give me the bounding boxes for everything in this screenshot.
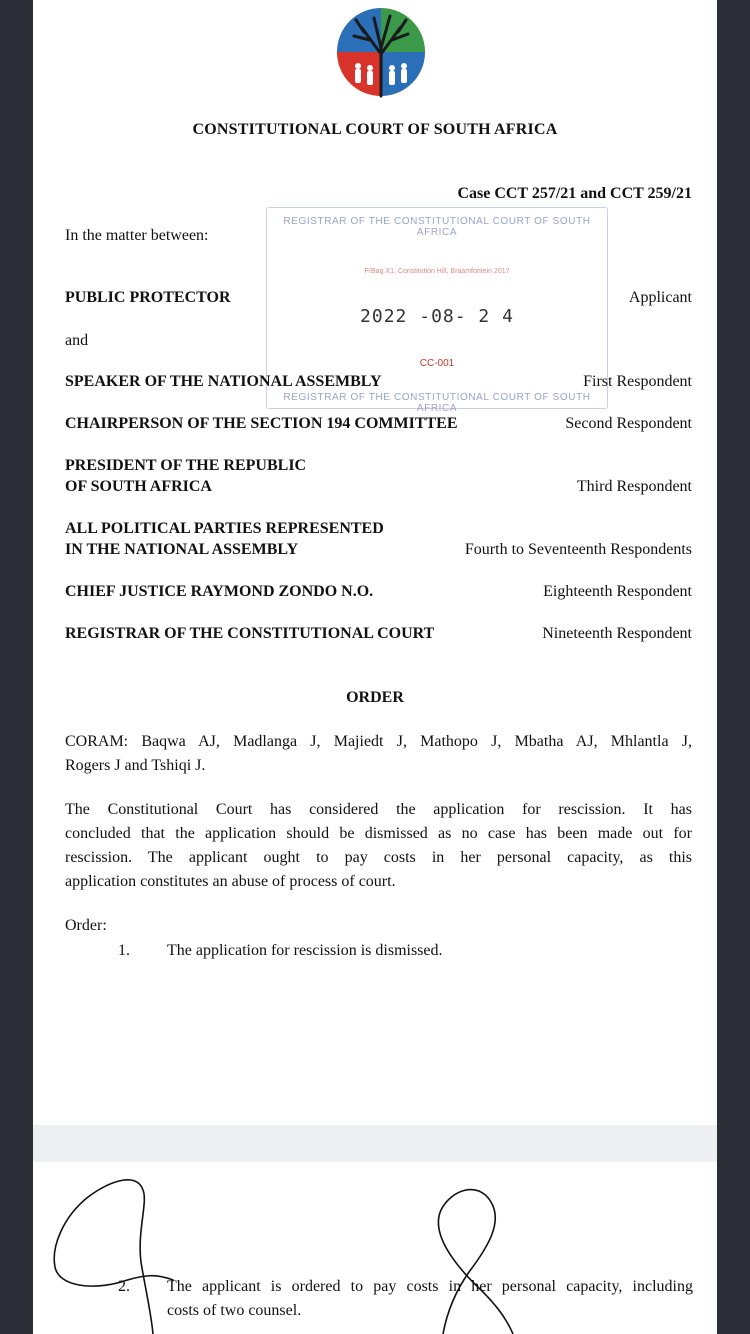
and-text: and bbox=[65, 332, 89, 349]
matter-between-label: In the matter between: bbox=[65, 227, 209, 244]
coram-line-2: Rogers J and Tshiqi J. bbox=[65, 757, 206, 774]
order-label: Order: bbox=[65, 917, 107, 934]
judgment-para-line-4: application constitutes an abuse of process of court. bbox=[65, 873, 396, 890]
respondent-5-name: CHIEF JUSTICE RAYMOND ZONDO N.O. bbox=[65, 583, 374, 600]
court-name: CONSTITUTIONAL COURT OF SOUTH AFRICA bbox=[192, 121, 558, 138]
case-number: Case CCT 257/21 and CCT 259/21 bbox=[457, 185, 692, 202]
page-separator bbox=[33, 1125, 717, 1162]
stamp-registrar-bottom: REGISTRAR OF THE CONSTITUTIONAL COURT OF SOUTH AFRICA bbox=[283, 392, 591, 414]
order-item-1-number: 1. bbox=[118, 942, 130, 959]
court-logo bbox=[334, 4, 428, 100]
respondent-3-name-line1: PRESIDENT OF THE REPUBLIC bbox=[65, 457, 307, 474]
stamp-code: CC-001 bbox=[419, 358, 455, 369]
respondent-3-role: Third Respondent bbox=[576, 478, 692, 495]
document-page-2 bbox=[33, 1162, 717, 1334]
respondent-2-name: CHAIRPERSON OF THE SECTION 194 COMMITTEE bbox=[65, 415, 458, 432]
order-item-2-text-line1: The applicant is ordered to pay costs in her personal capacity, including bbox=[167, 1278, 693, 1295]
respondent-2-role: Second Respondent bbox=[565, 415, 692, 432]
order-item-2-number: 2. bbox=[118, 1278, 130, 1295]
respondent-4-role: Fourth to Seventeenth Respondents bbox=[464, 541, 692, 558]
document-page-1 bbox=[33, 0, 717, 1125]
judgment-para-line-3: rescission. The applicant ought to pay costs in her personal capacity, as this bbox=[65, 849, 692, 866]
judgment-para-line-1: The Constitutional Court has considered the application for rescission. It has bbox=[65, 801, 692, 818]
applicant-role: Applicant bbox=[628, 289, 692, 306]
stamp-date: 2022 -08- 2 4 bbox=[360, 306, 514, 327]
respondent-3-name-line2: OF SOUTH AFRICA bbox=[65, 478, 212, 495]
judgment-para-line-2: concluded that the application should be dismissed as no case has been made out for bbox=[65, 825, 692, 842]
respondent-1-role: First Respondent bbox=[583, 373, 692, 390]
respondent-5-role: Eighteenth Respondent bbox=[543, 583, 692, 600]
signature-right bbox=[373, 1162, 563, 1334]
stamp-address: P/Bag X1, Constitution Hill, Braamfontein 2017 bbox=[364, 268, 510, 275]
respondent-4-name-line2: IN THE NATIONAL ASSEMBLY bbox=[65, 541, 299, 558]
respondent-6-role: Nineteenth Respondent bbox=[542, 625, 692, 642]
order-item-1-text: The application for rescission is dismissed. bbox=[167, 942, 443, 959]
respondent-6-name: REGISTRAR OF THE CONSTITUTIONAL COURT bbox=[65, 625, 435, 642]
stamp-registrar-top: REGISTRAR OF THE CONSTITUTIONAL COURT OF SOUTH AFRICA bbox=[283, 216, 591, 238]
order-item-2-text-line2: costs of two counsel. bbox=[167, 1302, 302, 1319]
applicant-name: PUBLIC PROTECTOR bbox=[65, 289, 231, 306]
order-heading: ORDER bbox=[346, 689, 404, 706]
respondent-4-name-line1: ALL POLITICAL PARTIES REPRESENTED bbox=[65, 520, 384, 537]
respondent-1-name: SPEAKER OF THE NATIONAL ASSEMBLY bbox=[65, 373, 382, 390]
coram-line-1: CORAM: Baqwa AJ, Madlanga J, Majiedt J, Mathopo J, Mbatha AJ, Mhlantla J, bbox=[65, 733, 692, 750]
